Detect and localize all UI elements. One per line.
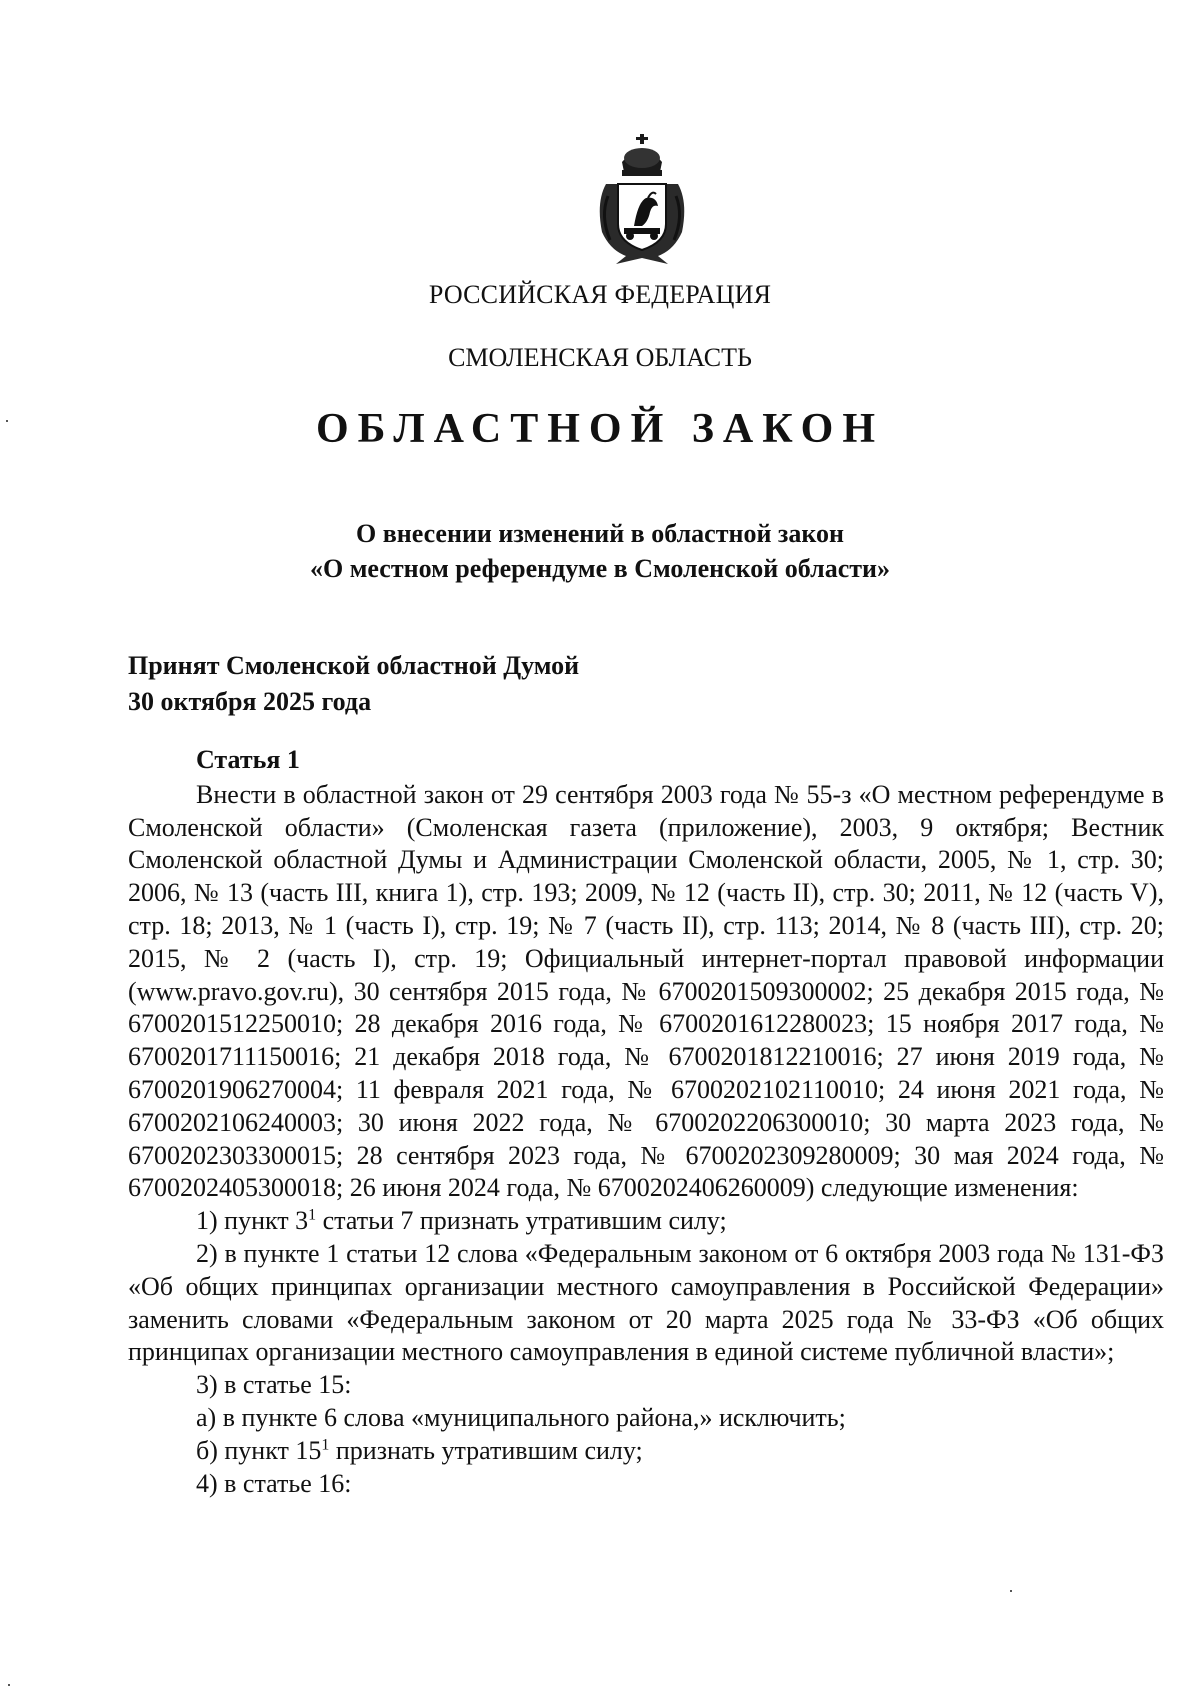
country-name: РОССИЙСКАЯ ФЕДЕРАЦИЯ <box>428 280 772 309</box>
amendment-item-3b-text: б) пункт 15 <box>196 1435 322 1465</box>
amendment-item-4: 4) в статье 16: <box>196 1468 352 1498</box>
adoption-body: Принят Смоленской областной Думой <box>128 651 580 680</box>
law-title-line-2: «О местном референдуме в Смоленской области» <box>309 554 891 583</box>
scan-speck <box>1010 1590 1012 1592</box>
law-title-line-1: О внесении изменений в областной закон <box>355 519 845 548</box>
amendment-item-3b <box>128 1435 1164 1468</box>
scan-speck <box>6 420 8 422</box>
superscript: 1 <box>308 1206 317 1224</box>
amendment-item-1-tail: статьи 7 признать утратившим силу; <box>316 1206 727 1236</box>
amendment-item-1 <box>128 1205 1164 1238</box>
adoption-note <box>128 648 579 720</box>
amendment-item-3a: а) в пункте 6 слова «муниципального района,» исключить; <box>196 1402 846 1432</box>
region-name: СМОЛЕНСКАЯ ОБЛАСТЬ <box>448 343 752 372</box>
superscript: 1 <box>321 1436 330 1454</box>
article-heading: Статья 1 <box>196 745 300 774</box>
amendment-item-1-text: 1) пункт 3 <box>196 1206 309 1236</box>
amendment-item-3: 3) в статье 15: <box>196 1370 352 1400</box>
adoption-date: 30 октября 2025 года <box>128 687 372 716</box>
document-body <box>128 744 1164 1500</box>
scan-speck <box>8 1684 10 1686</box>
amendment-item-3b-tail: признать утратившим силу; <box>329 1435 643 1465</box>
document-type: ОБЛАСТНОЙ ЗАКОН <box>315 406 885 452</box>
article-intro-paragraph: Внести в областной закон от 29 сентября 2003 года № 55-з «О местном референдуме в Смоленской области» (Смоленская газета (приложение), 2003, 9 октября; Вестник Смоленской областной Думы и Администрации Смоленской области, 2005, № 1, стр. 30; 2006, № 13 (часть III, книга 1), стр. 193; 2009, № 12 (часть II), стр. 30; 2011, № 12 (часть V), стр. 18; 2013, № 1 (часть I), стр. 19; № 7 (часть II), стр. 113; 2014, № 8 (часть III), стр. 20; 2015, № 2 (часть I), стр. 19; Официальный интернет-портал правовой информации (www.pravo.gov.ru), 30 сентября 2015 года, № 6700201509300002; 25 декабря 2015 года, № 6700201512250010; 28 декабря 2016 года, № 6700201612280023; 15 ноября 2017 года, № 6700201711150016; 21 декабря 2018 года, № 6700201812210016; 27 июня 2019 года, № 6700201906270004; 11 февраля 2021 года, № 6700202102110010; 24 июня 2021 года, № 6700202106240003; 30 июня 2022 года, № 6700202206300010; 30 марта 2023 года, № 6700202303300015; 28 сентября 2023 года, № 6700202309280009; 30 мая 2024 года, № 6700202405300018; 26 июня 2024 года, № 6700202406260009) следующие изменения: <box>128 779 1164 1203</box>
smolensk-coat-of-arms-icon <box>586 132 698 270</box>
amendment-item-2: 2) в пункте 1 статьи 12 слова «Федеральным законом от 6 октября 2003 года № 131-ФЗ «Об общих принципах организации местного самоуправления в Российской Федерации» заменить словами «Федеральным законом от 20 марта 2025 года № 33-ФЗ «Об общих принципах организации местного самоуправления в единой системе публичной власти»; <box>128 1238 1164 1367</box>
